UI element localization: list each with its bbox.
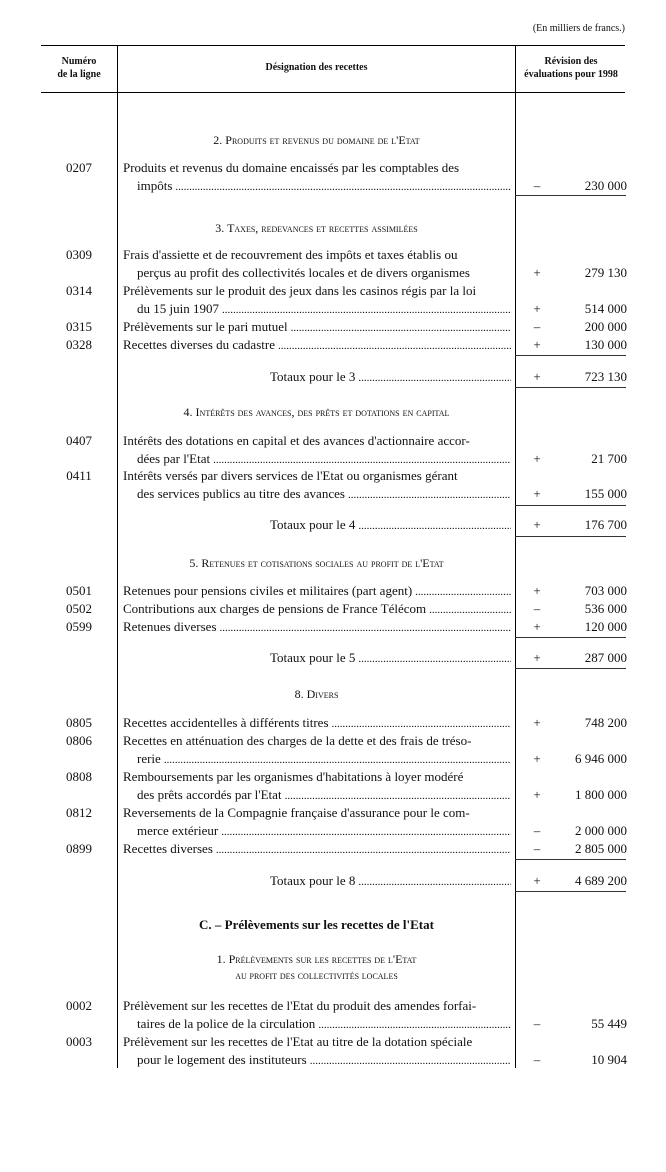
designation: Prélèvements sur le produit des jeux dans les casinos régis par la loi [123,283,477,298]
rule [515,355,626,356]
value: 155 000 [584,486,627,501]
header-bottom-rule [41,92,625,93]
total-value: 723 130 [584,369,627,384]
sign: + [533,486,541,501]
designation: Remboursements par les organismes d'habitations à loyer modéré [123,769,464,784]
total-label: Totaux pour le 8 [270,873,356,888]
line-number: 0812 [66,805,92,820]
header-designation: Désignation des recettes [265,62,368,73]
designation: Frais d'assiette et de recouvrement des impôts et taxes établis ou [123,247,458,262]
designation: Recettes accidentelles à différents titres [123,715,329,730]
value: 2 000 000 [575,823,627,838]
value: 514 000 [584,301,627,316]
section-heading-8: 8. Divers [294,687,339,701]
rule [515,637,626,638]
sign: – [533,601,541,616]
header-numero-line2: de la ligne [57,69,101,80]
sign: + [533,650,541,665]
designation: Produits et revenus du domaine encaissés par les comptables des [123,160,460,175]
header-revision-line1: Révision des [544,56,598,67]
sign: + [533,583,541,598]
sign: – [533,178,541,193]
designation-cont: dées par l'Etat [137,451,211,466]
value: 279 130 [584,265,627,280]
unit-note: (En milliers de francs.) [532,23,625,34]
sign: – [533,823,541,838]
designation-cont: taires de la police de la circulation [137,1016,316,1031]
sign: + [533,265,541,280]
line-number: 0002 [66,998,92,1013]
line-number: 0309 [66,247,92,262]
section-heading-c1-line2: au profit des collectivités locales [235,970,398,982]
designation: Prélèvement sur les recettes de l'Etat du produit des amendes forfai- [123,998,477,1013]
header-top-rule [41,45,625,46]
designation: Retenues diverses [123,619,217,634]
designation-cont: perçus au profit des collectivités locales et de divers organismes [137,265,470,280]
value: 21 700 [591,451,627,466]
rule [515,859,626,860]
sign: + [533,873,541,888]
line-number: 0805 [66,715,92,730]
column-divider [515,45,516,1068]
rule [515,891,626,892]
sign: – [533,841,541,856]
designation: Prélèvement sur les recettes de l'Etat au titre de la dotation spéciale [123,1034,473,1049]
designation: Recettes diverses du cadastre [123,337,275,352]
designation-cont: des services publics au titre des avances [137,486,345,501]
section-heading-4: 4. Intérêts des avances, des prêts et dotations en capital [183,405,450,419]
designation: Recettes en atténuation des charges de la dette et des frais de tréso- [123,733,472,748]
line-number: 0501 [66,583,92,598]
value: 703 000 [584,583,627,598]
value: 130 000 [584,337,627,352]
header-revision-line2: évaluations pour 1998 [524,69,618,80]
line-number: 0328 [66,337,92,352]
sign: + [533,517,541,532]
line-number: 0411 [66,468,92,483]
section-heading-5: 5. Retenues et cotisations sociales au profit de l'Etat [189,556,444,570]
line-number: 0315 [66,319,92,334]
sign: – [533,1052,541,1067]
rule [515,505,626,506]
rule [515,195,626,196]
sign: + [533,619,541,634]
section-heading-c1 [118,951,515,985]
total-label: Totaux pour le 5 [270,650,356,665]
sign: + [533,301,541,316]
designation: Contributions aux charges de pensions de France Télécom [123,601,427,616]
value: 1 800 000 [575,787,627,802]
line-number: 0207 [66,160,92,175]
line-number: 0599 [66,619,92,634]
designation-cont: des prêts accordés par l'Etat [137,787,282,802]
designation-cont: pour le logement des instituteurs [137,1052,307,1067]
designation-cont: du 15 juin 1907 [137,301,219,316]
value: 230 000 [584,178,627,193]
line-number: 0003 [66,1034,92,1049]
header-numero [41,55,117,81]
designation: Retenues pour pensions civiles et militaires (part agent) [123,583,413,598]
value: 200 000 [584,319,627,334]
section-heading-c1-line1: 1. Prélèvements sur les recettes de l'Etat [216,952,417,966]
line-number: 0808 [66,769,92,784]
rule [515,536,626,537]
sign: + [533,337,541,352]
value: 2 805 000 [575,841,627,856]
value: 536 000 [584,601,627,616]
rule [515,387,626,388]
section-heading-2: 2. Produits et revenus du domaine de l'Etat [213,133,420,147]
total-label: Totaux pour le 3 [270,369,356,384]
total-value: 176 700 [584,517,627,532]
designation: Prélèvements sur le pari mutuel [123,319,288,334]
sign: + [533,787,541,802]
header-revision [515,55,627,81]
sign: + [533,715,541,730]
designation-cont: impôts [137,178,173,193]
value: 6 946 000 [575,751,627,766]
designation-cont: merce extérieur [137,823,219,838]
total-value: 4 689 200 [575,873,627,888]
total-value: 287 000 [584,650,627,665]
rule [515,668,626,669]
designation: Intérêts versés par divers services de l'Etat ou organismes gérant [123,468,458,483]
designation-cont: rerie [137,751,161,766]
sign: + [533,751,541,766]
value: 748 200 [584,715,627,730]
sign: + [533,451,541,466]
header-numero-line1: Numéro [61,56,97,67]
line-number: 0314 [66,283,92,298]
designation: Intérêts des dotations en capital et des avances d'actionnaire accor- [123,433,470,448]
line-number: 0407 [66,433,92,448]
sign: – [533,319,541,334]
total-label: Totaux pour le 4 [270,517,356,532]
line-number: 0806 [66,733,92,748]
section-heading-c: C. – Prélèvements sur les recettes de l'Etat [199,917,434,932]
value: 120 000 [584,619,627,634]
sign: – [533,1016,541,1031]
line-number: 0502 [66,601,92,616]
value: 55 449 [591,1016,627,1031]
sign: + [533,369,541,384]
designation: Reversements de la Compagnie française d'assurance pour le com- [123,805,470,820]
designation: Recettes diverses [123,841,213,856]
line-number: 0899 [66,841,92,856]
section-heading-3: 3. Taxes, redevances et recettes assimilées [215,221,418,235]
value: 10 904 [591,1052,627,1067]
